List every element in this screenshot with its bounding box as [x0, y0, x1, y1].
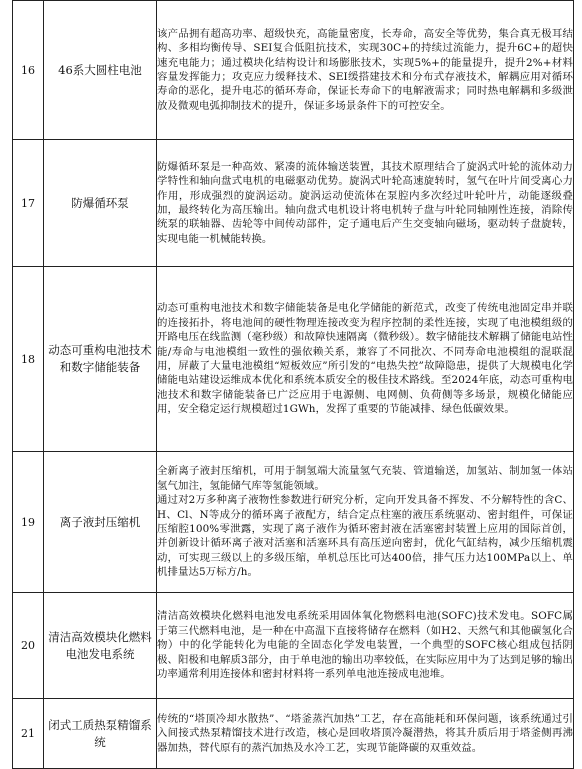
table-row	[13, 452, 574, 593]
product-name: 46系大圆柱电池	[44, 1, 157, 140]
table-row	[13, 267, 574, 452]
table-row	[13, 1, 574, 140]
description-paragraph: 防爆循环泵是一种高效、紧凑的流体输送装置，其技术原理结合了旋涡式叶轮的流体动力学特性和轴向盘式电机的电磁驱动优势。旋涡式叶轮高速旋转时，氢气在叶片间受离心力作用，形成强烈的旋涡运动。旋涡运动使流体在泵腔内多次经过叶轮叶片，动能逐级叠加，最终转化为高压输出。轴向盘式电机设计将电机转子盘与叶轮同轴刚性连接，消除传统泵的联轴器、齿轮等中间传动部件，定子通电后产生交变轴向磁场，驱动转子盘旋转，实现电能一机械能转换。	[157, 160, 573, 245]
table-row	[13, 140, 574, 267]
description-paragraph: 传统的“塔顶冷却水散热”、“塔釜蒸汽加热”工艺，存在高能耗和环保问题，该系统通过引入间接式热泵精馏技术进行改造，核心是回收塔顶冷凝潜热，将其升质后用于塔釜侧再沸器加热，替代原有的蒸汽加热及水冷工艺，实现节能降碳的双重效益。	[157, 712, 573, 754]
description-paragraph: 通过对2万多种离子液物性参数进行研究分析，定向开发具备不挥发、不分解特性的含C、H、Cl、N等成分的循环离子液配方，结合定点柱塞的液压系统驱动、密封组件，可保证压缩腔100%零泄露，实现了离子液作为循环密封液在活塞密封装置上应用的国际首创，并创新设计循环离子液对活塞和活塞环具有高压逆向密封，优化气缸结构，减少压缩机震动，可实现三级以上的多级压缩，单机总压比可达400倍，排气压力达100MPa以上、单机排量达5万标方/h。	[157, 494, 573, 579]
product-name: 防爆循环泵	[44, 140, 157, 267]
description-paragraph: 全新离子液封压缩机，可用于制氢端大流量氢气充装、管道输送，加氢站、制加氢一体站氢气加注，氢能储气库等氢能领域。	[157, 465, 573, 492]
product-description	[157, 1, 574, 140]
product-description	[157, 140, 574, 267]
row-number: 18	[13, 267, 44, 452]
product-description	[157, 699, 574, 769]
row-number: 21	[13, 699, 44, 769]
product-name: 动态可重构电池技术和数字储能装备	[44, 267, 157, 452]
row-number: 17	[13, 140, 44, 267]
product-description	[157, 593, 574, 699]
product-description	[157, 452, 574, 593]
description-paragraph: 动态可重构电池技术和数字储能装备是电化学储能的新范式，改变了传统电池固定串并联的连接拓扑，将电池间的硬性物理连接改变为程序控制的柔性连接，实现了电池模组级的开路电压在线监测（毫秒级）和故障快速隔离（微秒级）。数字储能技术解耦了储能电站性能/寿命与电池模组一致性的强依赖关系，兼容了不同批次、不同寿命电池模组的混联混用，屏蔽了大量电池模组“短板效应”所引发的“电热失控”故障隐患，提供了大规模电化学储能电站建设运维成本优化和系统本质安全的极佳技术路线。至2024年底，动态可重构电池技术和数字储能装备已广泛应用于电源侧、电网侧、负荷侧等多场景，规模化储能应用，安全稳定运行规模超过1GWh，发挥了重要的节能减排、绿色低碳效果。	[157, 302, 573, 416]
product-name: 清洁高效模块化燃料电池发电系统	[44, 593, 157, 699]
description-paragraph: 该产品拥有超高功率、超级快充，高能量密度，长寿命，高安全等优势，集合真无极耳结构、多相均衡传导、SEI复合低阻抗技术，实现30C+的持续过流能力，提升6C+的超快速充电能力；通过模块化结构设计和场膨胀技术，实现5%+的能量提升，提升2%+材料容量发挥能力；攻克应力缓释技术、SEI缓搭建技术和分布式存液技术，解耦应用对循环寿命的恶化，提升电芯的循环寿命，保证长寿命下的电解液需求；同时热电解耦和多级泄放及微观电弧抑制技术的提升，保证多场景条件下的可控安全。	[157, 27, 573, 112]
products-table	[12, 0, 574, 769]
product-name: 离子液封压缩机	[44, 452, 157, 593]
row-number: 19	[13, 452, 44, 593]
row-number: 20	[13, 593, 44, 699]
table-row	[13, 699, 574, 769]
row-number: 16	[13, 1, 44, 140]
table-row	[13, 593, 574, 699]
product-name: 闭式工质热泵精馏系统	[44, 699, 157, 769]
description-paragraph: 清洁高效模块化燃料电池发电系统采用固体氧化物燃料电池(SOFC)技术发电。SOFC属于第三代燃料电池，是一种在中高温下直接将储存在燃料（如H2、天然气和其他碳氢化合物）中的化学能转化为电能的全固态化学发电装置，一个典型的SOFC核心组成包括阴极、阳极和电解质3部分，由于单电池的输出功率较低，在实际应用中为了达到足够的输出功率通常利用连接体和密封材料将一系列单电池连接成电池堆。	[157, 610, 573, 681]
product-description	[157, 267, 574, 452]
